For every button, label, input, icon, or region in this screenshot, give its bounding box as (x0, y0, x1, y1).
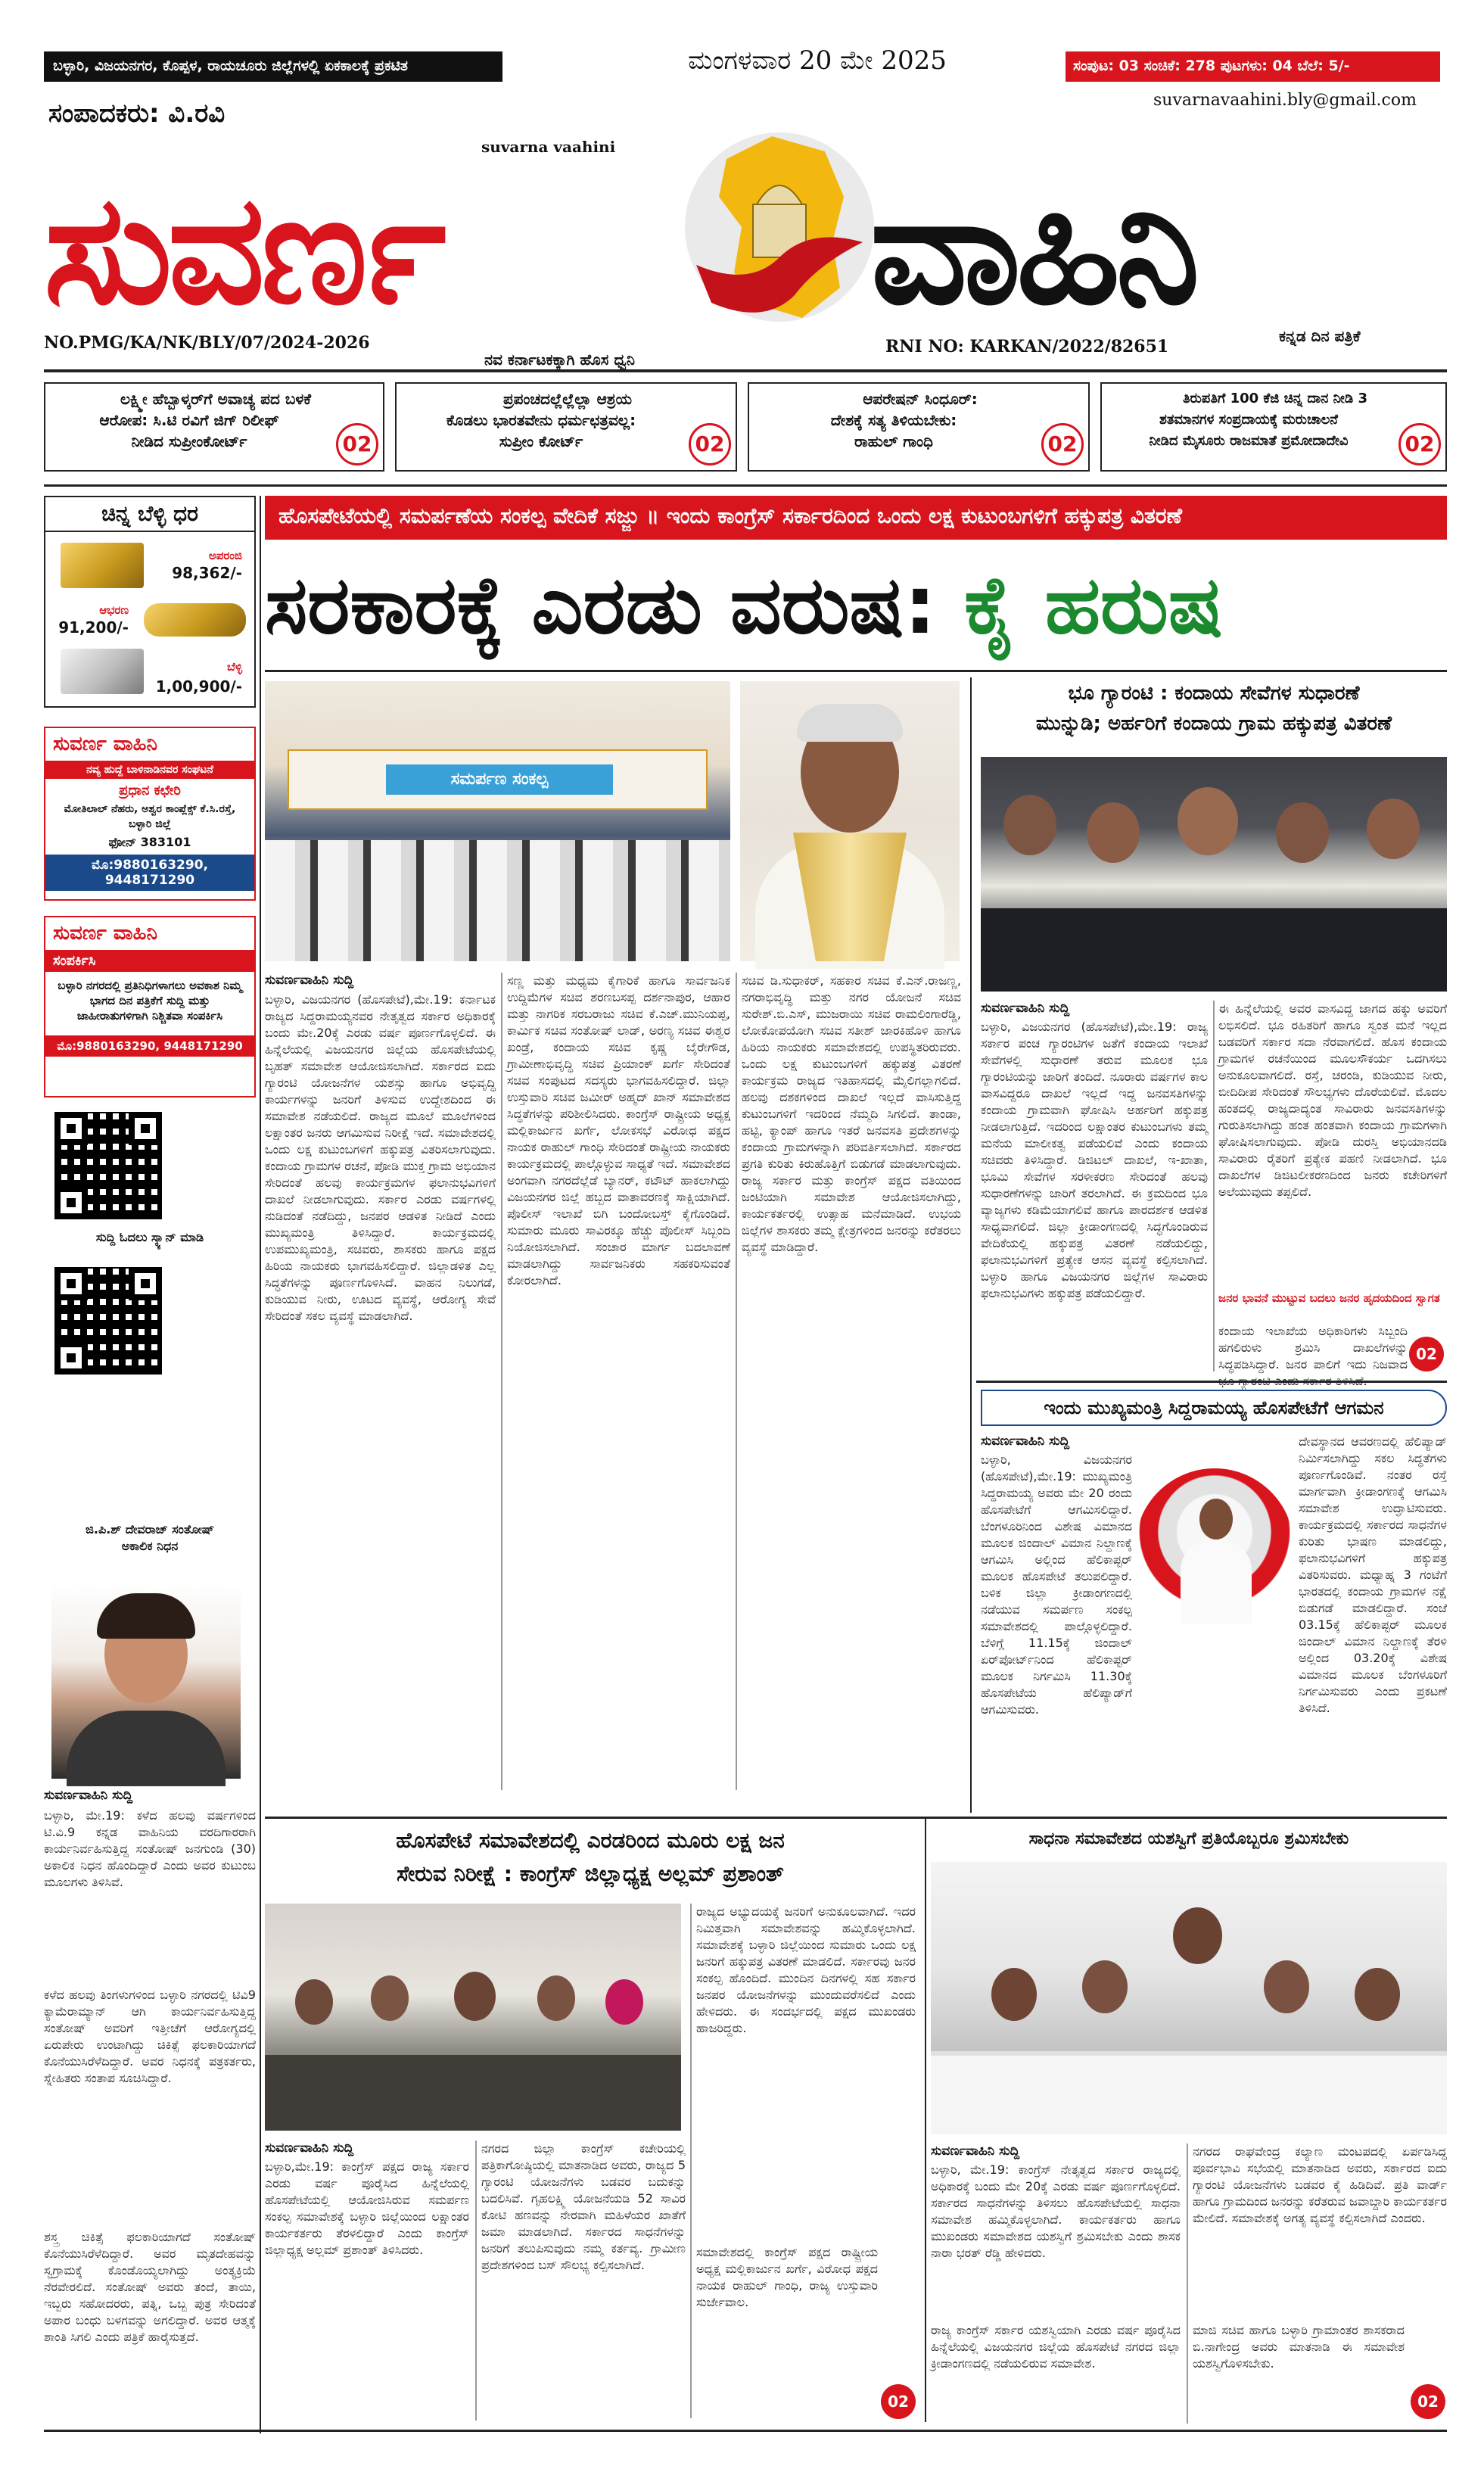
lead-kicker-strip: ಹೊಸಪೇಟೆಯಲ್ಲಿ ಸಮರ್ಪಣೆಯ ಸಂಕಲ್ಪ ವೇದಿಕೆ ಸಜ್ಜು ॥ ಇಂದು ಕಾಂಗ್ರೆಸ್ ಸರ್ಕಾರದಿಂದ ಒಂದು ಲಕ್ಷ ಕುಟುಂಬಗಳಿಗೆ ಹಕ್ಕುಪತ್ರ ವಿತರಣೆ (265, 496, 1447, 540)
teaser-box[interactable] (395, 382, 737, 472)
ad-office-title: ಪ್ರಧಾನ ಕಛೇರಿ (119, 783, 181, 799)
edition-strip: ಬಳ್ಳಾರಿ, ವಿಜಯನಗರ, ಕೊಪ್ಪಳ, ರಾಯಚೂರು ಜಿಲ್ಲೆಗಳಲ್ಲಿ ಏಕಕಾಲಕ್ಕೆ ಪ್ರಕಟಿತ (44, 51, 502, 82)
teaser-line: ತಿರುಪತಿಗೆ 100 ಕೆಜಿ ಚಿನ್ನ ದಾನ ನೀಡಿ 3 (1183, 391, 1367, 406)
gold-bar-icon (61, 543, 144, 588)
sadhana-tail: ರಾಜ್ಯ ಕಾಂಗ್ರೆಸ್ ಸರ್ಕಾರ ಯಶಸ್ವಿಯಾಗಿ ಎರಡು ವರ್ಷ ಪೂರೈಸಿದ ಹಿನ್ನೆಲೆಯಲ್ಲಿ ವಿಜಯನಗರ ಜಿಲ್ಲೆಯ ಹೊಸಪೇಟೆ ನಗರದ ಜಿಲ್ಲಾ ಕ್ರೀಡಾಂಗಣದಲ್ಲಿ ನಡೆಯಲಿರುವ ಸಮಾವೇಶ. (931, 2323, 1181, 2371)
cm-column-2: ದೇವಸ್ಥಾನದ ಆವರಣದಲ್ಲಿ ಹೆಲಿಪ್ಯಾಡ್ ನಿರ್ಮಿಸಲಾಗಿದ್ದು ಸಕಲ ಸಿದ್ಧತೆಗಳು ಪೂರ್ಣಗೊಂಡಿವೆ. ನಂತರ ರಸ್ತೆ ಮಾರ್ಗವಾಗಿ ಕ್ರೀಡಾಂಗಣಕ್ಕೆ ಆಗಮಿಸಿ ಸಮಾವೇಶ ಉದ್ಘಾಟಿಸುವರು. ಕಾರ್ಯಕ್ರಮದಲ್ಲಿ ಸರ್ಕಾರದ ಸಾಧನೆಗಳ ಕುರಿತು ಭಾಷಣ ಮಾಡಲಿದ್ದು, ಫಲಾನುಭವಿಗಳಿಗೆ ಹಕ್ಕುಪತ್ರ ವಿತರಿಸುವರು. ಮಧ್ಯಾಹ್ನ 3 ಗಂಟೆಗೆ ಭಾರತದಲ್ಲಿ ಕಂದಾಯ ಗ್ರಾಮಗಳ ನಕ್ಷೆ ಬಿಡುಗಡೆ ಮಾಡಲಿದ್ದಾರೆ. ಸಂಜೆ 03.15ಕ್ಕೆ ಹೆಲಿಕಾಪ್ಟರ್ ಮೂಲಕ ಜಿಂದಾಲ್ ವಿಮಾನ ನಿಲ್ದಾಣಕ್ಕೆ ತೆರಳಿ ಅಲ್ಲಿಂದ 03.20ಕ್ಕೆ ವಿಶೇಷ ವಿಮಾನದ ಮೂಲಕ ಬೆಂಗಳೂರಿಗೆ ನಿರ್ಗಮಿಸುವರು ಎಂದು ಪ್ರಕಟಣೆ ತಿಳಿಸಿದೆ. (1299, 1434, 1447, 1715)
samavesha-byline: ಸುವರ್ಣವಾಹಿನಿ ಸುದ್ದಿ (265, 2140, 354, 2156)
obituary-photo (51, 1582, 241, 1779)
editor-name: ಸಂಪಾದಕರು: ವಿ.ರವಿ (48, 98, 226, 129)
cm-byline: ಸುವರ್ಣವಾಹಿನಿ ಸುದ್ದಿ (981, 1434, 1070, 1449)
obit-text: ಕಳೆದ ಹಲವು ತಿಂಗಳುಗಳಿಂದ ಬಳ್ಳಾರಿ ನಗರದಲ್ಲಿ ಟಿವಿ9 ಕ್ಯಾಮೆರಾಮ್ಯಾನ್ ಆಗಿ ಕಾರ್ಯನಿರ್ವಹಿಸುತ್ತಿದ್ದ ಸಂತೋಷ್ ಅವರಿಗೆ ಇತ್ತೀಚೆಗೆ ಆರೋಗ್ಯದಲ್ಲಿ ಏರುಪೇರು ಉಂಟಾಗಿದ್ದು ಚಿಕಿತ್ಸೆ ಫಲಕಾರಿಯಾಗದೆ ಕೊನೆಯುಸಿರೆಳೆದಿದ್ದಾರೆ. ಅವರ ನಿಧನಕ್ಕೆ ಪತ್ರಕರ್ತರು, ಸ್ನೇಹಿತರು ಸಂತಾಪ ಸೂಚಿಸಿದ್ದಾರೆ. (44, 1988, 256, 2085)
cm-arrival-headline: ಇಂದು ಮುಖ್ಯಮಂತ್ರಿ ಸಿದ್ದರಾಮಯ್ಯ ಹೊಸಪೇಟೆಗೆ ಆಗಮನ (981, 1390, 1447, 1426)
sadhana-headline: ಸಾಧನಾ ಸಮಾವೇಶದ ಯಶಸ್ವಿಗೆ ಪ್ರತಿಯೊಬ್ಬರೂ ಶ್ರಮಿಸಬೇಕು (1028, 1829, 1349, 1848)
masthead-title-right: ವಾಹಿನಿ (870, 160, 1196, 338)
samavesha-column-3: ರಾಜ್ಯದ ಅಭ್ಯುದಯಕ್ಕೆ ಜನರಿಗೆ ಅನುಕೂಲವಾಗಿದೆ. ಇದರ ನಿಮಿತ್ತವಾಗಿ ಸಮಾವೇಶವನ್ನು ಹಮ್ಮಿಕೊಳ್ಳಲಾಗಿದೆ. ಸಮಾವೇಶಕ್ಕೆ ಬಳ್ಳಾರಿ ಜಿಲ್ಲೆಯಿಂದ ಸುಮಾರು ಒಂದು ಲಕ್ಷ ಜನರಿಗೆ ಹಕ್ಕುಪತ್ರ ವಿತರಣೆ ಮಾಡಲಿದೆ. ಸರ್ಕಾರವು ಜನರ ಸಂಕಲ್ಪ ಹೊಂದಿದೆ. ಮುಂದಿನ ದಿನಗಳಲ್ಲಿ ಸಹ ಸರ್ಕಾರ ಜನಪರ ಯೋಜನೆಗಳನ್ನು ಮುಂದುವರೆಸಲಿದೆ ಎಂದು ಹೇಳಿದರು. ಈ ಸಂದರ್ಭದಲ್ಲಿ ಪಕ್ಷದ ಮುಖಂಡರು ಹಾಜರಿದ್ದರು. (696, 1904, 916, 2035)
lead-column-1: ಬಳ್ಳಾರಿ, ವಿಜಯನಗರ (ಹೊಸಪೇಟೆ),ಮೇ.19: ಕರ್ನಾಟಕ ರಾಜ್ಯದ ಸಿದ್ದರಾಮಯ್ಯನವರ ನೇತೃತ್ವದ ಸರ್ಕಾರ ಅಧಿಕಾರಕ್ಕೆ ಬಂದು ಮೇ.20ಕ್ಕೆ ಎರಡು ವರ್ಷ ಪೂರ್ಣಗೊಳ್ಳಲಿದೆ. ಈ ಹಿನ್ನೆಲೆಯಲ್ಲಿ ವಿಜಯನಗರ ಜಿಲ್ಲೆಯ ಹೊಸಪೇಟೆಯಲ್ಲಿ ಬೃಹತ್ ಸಮಾವೇಶ ಆಯೋಜಿಸಲಾಗಿದೆ. ಸರ್ಕಾರದ ಐದು ಗ್ಯಾರಂಟಿ ಯೋಜನೆಗಳ ಯಶಸ್ಸು ಹಾಗೂ ಅಭಿವೃದ್ಧಿ ಕಾರ್ಯಗಳನ್ನು ಜನರಿಗೆ ತಿಳಿಸುವ ಉದ್ದೇಶದಿಂದ ಈ ಸಮಾವೇಶ ನಡೆಯಲಿದೆ. ರಾಜ್ಯದ ಮೂಲೆ ಮೂಲೆಗಳಿಂದ ಲಕ್ಷಾಂತರ ಜನರು ಆಗಮಿಸುವ ನಿರೀಕ್ಷೆ ಇದೆ. ಸಮಾವೇಶದಲ್ಲಿ ಒಂದು ಲಕ್ಷ ಕುಟುಂಬಗಳಿಗೆ ಹಕ್ಕುಪತ್ರ ವಿತರಿಸಲಾಗುವುದು. ಕಂದಾಯ ಗ್ರಾಮಗಳ ರಚನೆ, ಪೋಡಿ ಮುಕ್ತ ಗ್ರಾಮ ಅಭಿಯಾನ ಸೇರಿದಂತೆ ಹಲವು ಕಾರ್ಯಕ್ರಮಗಳ ಫಲಾನುಭವಿಗಳಿಗೆ ದಾಖಲೆ ನೀಡಲಾಗುವುದು. ಸರ್ಕಾರ ಎರಡು ವರ್ಷಗಳಲ್ಲಿ ನುಡಿದಂತೆ ನಡೆದಿದ್ದು, ಜನಪರ ಆಡಳಿತ ನೀಡಿದೆ ಎಂದು ಮುಖ್ಯಮಂತ್ರಿ ತಿಳಿಸಿದ್ದಾರೆ. ಕಾರ್ಯಕ್ರಮದಲ್ಲಿ ಉಪಮುಖ್ಯಮಂತ್ರಿ, ಸಚಿವರು, ಶಾಸಕರು ಹಾಗೂ ಪಕ್ಷದ ಹಿರಿಯ ನಾಯಕರು ಭಾಗವಹಿಸಲಿದ್ದಾರೆ. ಜಿಲ್ಲಾಡಳಿತ ಎಲ್ಲ ಸಿದ್ಧತೆಗಳನ್ನು ಪೂರ್ಣಗೊಳಿಸಿದೆ. ವಾಹನ ನಿಲುಗಡೆ, ಕುಡಿಯುವ ನೀರು, ಊಟದ ವ್ಯವಸ್ಥೆ, ಆರೋಗ್ಯ ಸೇವೆ ಸೇರಿದಂತೆ ಸಕಲ ವ್ಯವಸ್ಥೆ ಮಾಡಲಾಗಿದೆ. (265, 992, 496, 1323)
sadhana-column-1: ಬಳ್ಳಾರಿ, ಮೇ.19: ಕಾಂಗ್ರೆಸ್ ನೇತೃತ್ವದ ಸರ್ಕಾರ ರಾಜ್ಯದಲ್ಲಿ ಅಧಿಕಾರಕ್ಕೆ ಬಂದು ಮೇ 20ಕ್ಕೆ ಎರಡು ವರ್ಷ ಪೂರ್ಣಗೊಳ್ಳಲಿದೆ. ಸರ್ಕಾರದ ಸಾಧನೆಗಳನ್ನು ತಿಳಿಸಲು ಹೊಸಪೇಟೆಯಲ್ಲಿ ಸಾಧನಾ ಸಮಾವೇಶ ಹಮ್ಮಿಕೊಳ್ಳಲಾಗಿದೆ. ಕಾರ್ಯಕರ್ತರು ಹಾಗೂ ಮುಖಂಡರು ಸಮಾವೇಶದ ಯಶಸ್ವಿಗೆ ಶ್ರಮಿಸಬೇಕು ಎಂದು ಶಾಸಕ ನಾರಾ ಭರತ್ ರೆಡ್ಡಿ ಹೇಳಿದರು. (931, 2162, 1181, 2260)
teaser-line: ಆರೋಪ: ಸಿ.ಟಿ ರವಿಗೆ ಜಿಗ್ ರಿಲೀಫ್ (99, 411, 279, 429)
obit-text: ಬಳ್ಳಾರಿ, ಮೇ.19: ಕಳೆದ ಹಲವು ವರ್ಷಗಳಿಂದ ಟಿ.ವಿ.9 ಕನ್ನಡ ವಾಹಿನಿಯ ವರದಿಗಾರರಾಗಿ ಕಾರ್ಯನಿರ್ವಹಿಸುತ್ತಿದ್ದ ಸಂತೋಷ್ ಜನಗುಂಡಿ (30) ಅಕಾಲಿಕ ನಿಧನ ಹೊಂದಿದ್ದಾರೆ ಎಂದು ಅವರ ಕುಟುಂಬ ಮೂಲಗಳು ತಿಳಿಸಿವೆ. (44, 1808, 256, 1889)
teaser-line: ಶತಮಾನಗಳ ಸಂಪ್ರದಾಯಕ್ಕೆ ಮರುಚಾಲನೆ (1159, 412, 1338, 428)
cm-portrait-photo (740, 681, 960, 961)
ad-brand: ಸುವರ್ಣ ವಾಹಿನಿ (45, 728, 254, 761)
lead-byline: ಸುವರ್ಣವಾಹಿನಿ ಸುದ್ದಿ (265, 973, 354, 988)
postal-reg-number: NO.PMG/KA/NK/BLY/07/2024-2026 (44, 333, 370, 353)
obit-byline: ಸುವರ್ಣವಾಹಿನಿ ಸುದ್ದಿ (44, 1788, 133, 1803)
ad-brand: ಸುವರ್ಣ ವಾಹಿನಿ (45, 917, 254, 950)
page-number-badge: 02 (1041, 423, 1084, 465)
price-box-title: ಚಿನ್ನ ಬೆಳ್ಳಿ ಧರ (45, 497, 254, 532)
karnataka-map-emblem-icon (681, 114, 878, 341)
continued-badge: 02 (1409, 1337, 1444, 1371)
press-meet-photo (981, 757, 1447, 992)
gold22-value: 91,200/- (58, 618, 129, 637)
ad-phone[interactable]: ಮೊ:9880163290, 9448171290 (45, 855, 254, 891)
samavesha-headline-line: ಹೊಸಪೇಟೆ ಸಮಾವೇಶದಲ್ಲಿ ಎರಡರಿಂದ ಮೂರು ಲಕ್ಷ ಜನ (396, 1828, 785, 1853)
teaser-line: ಲಕ್ಷ್ಮೀ ಹೆಬ್ಬಾಳ್ಕರ್‌ಗೆ ಅವಾಚ್ಯ ಪದ ಬಳಕೆ (120, 390, 312, 408)
bhoo-headline (981, 678, 1447, 739)
ad-phone[interactable]: ಮೊ:9880163290, 9448171290 (45, 1035, 254, 1057)
continued-badge: 02 (881, 2384, 916, 2419)
lead-column-2: ಸಣ್ಣ ಮತ್ತು ಮಧ್ಯಮ ಕೈಗಾರಿಕೆ ಹಾಗೂ ಸಾರ್ವಜನಿಕ ಉದ್ದಿಮೆಗಳ ಸಚಿವ ಶರಣಬಸಪ್ಪ ದರ್ಶನಾಪುರ, ಆಹಾರ ಮತ್ತು ನಾಗರಿಕ ಸರಬರಾಜು ಸಚಿವ ಕೆ.ಎಚ್.ಮುನಿಯಪ್ಪ, ಕಾರ್ಮಿಕ ಸಚಿವ ಸಂತೋಷ್ ಲಾಡ್, ಅರಣ್ಯ ಸಚಿವ ಈಶ್ವರ ಖಂಡ್ರೆ, ಕಂದಾಯ ಸಚಿವ ಕೃಷ್ಣ ಬೈರೇಗೌಡ, ಗ್ರಾಮೀಣಾಭಿವೃದ್ಧಿ ಸಚಿವ ಪ್ರಿಯಾಂಕ್ ಖರ್ಗೆ ಸೇರಿದಂತೆ ಸಚಿವ ಸಂಪುಟದ ಸದಸ್ಯರು ಭಾಗವಹಿಸಲಿದ್ದಾರೆ. ಜಿಲ್ಲಾ ಉಸ್ತುವಾರಿ ಸಚಿವ ಜಮೀರ್ ಅಹ್ಮದ್ ಖಾನ್ ಸಮಾವೇಶದ ಸಿದ್ಧತೆಗಳನ್ನು ಪರಿಶೀಲಿಸಿದರು. ಕಾಂಗ್ರೆಸ್ ರಾಷ್ಟ್ರೀಯ ಅಧ್ಯಕ್ಷ ಮಲ್ಲಿಕಾರ್ಜುನ ಖರ್ಗೆ, ಲೋಕಸಭೆ ವಿರೋಧ ಪಕ್ಷದ ನಾಯಕ ರಾಹುಲ್ ಗಾಂಧಿ ಸೇರಿದಂತೆ ರಾಷ್ಟ್ರೀಯ ನಾಯಕರು ಕಾರ್ಯಕ್ರಮದಲ್ಲಿ ಪಾಲ್ಗೊಳ್ಳುವ ಸಾಧ್ಯತೆ ಇದೆ. ಸಮಾವೇಶದ ಅಂಗವಾಗಿ ನಗರದೆಲ್ಲೆಡೆ ಬ್ಯಾನರ್, ಕಟೌಟ್ ಹಾಕಲಾಗಿದ್ದು ವಿಜಯನಗರ ಜಿಲ್ಲೆ ಹಬ್ಬದ ವಾತಾವರಣಕ್ಕೆ ಸಾಕ್ಷಿಯಾಗಿದೆ. ಪೊಲೀಸ್ ಇಲಾಖೆ ಬಿಗಿ ಬಂದೋಬಸ್ತ್ ಕೈಗೊಂಡಿದೆ. ಸುಮಾರು ಮೂರು ಸಾವಿರಕ್ಕೂ ಹೆಚ್ಚು ಪೊಲೀಸ್ ಸಿಬ್ಬಂದಿ ನಿಯೋಜಿಸಲಾಗಿದೆ. ಸಂಚಾರ ಮಾರ್ಗ ಬದಲಾವಣೆ ಮಾಡಲಾಗಿದ್ದು ಸಾರ್ವಜನಿಕರು ಸಹಕರಿಸುವಂತೆ ಕೋರಲಾಗಿದೆ. (507, 973, 730, 1287)
gold-jewellery-icon (144, 603, 246, 637)
samavesha-headline-line: ಸೇರುವ ನಿರೀಕ್ಷೆ : ಕಾಂಗ್ರೆಸ್ ಜಿಲ್ಲಾಧ್ಯಕ್ಷ ಅಲ್ಲಮ್ ಪ್ರಶಾಂತ್ (397, 1861, 784, 1886)
bhoo-byline: ಸುವರ್ಣವಾಹಿನಿ ಸುದ್ದಿ (981, 1001, 1070, 1016)
qr-code-icon[interactable] (51, 1264, 165, 1378)
stage-photo (265, 681, 730, 961)
gold24-label: ಅಪರಂಜಿ (208, 549, 242, 562)
issue-info-strip: ಸಂಪುಟ: 03 ಸಂಚಿಕೆ: 278 ಪುಟಗಳು: 04 ಬೆಲೆ: 5/- (1066, 51, 1440, 82)
masthead-title-left: ಸುವರ್ಣ (44, 160, 442, 338)
sadhana-column-2: ನಗರದ ರಾಘವೇಂದ್ರ ಕಲ್ಯಾಣ ಮಂಟಪದಲ್ಲಿ ಏರ್ಪಡಿಸಿದ್ದ ಪೂರ್ವಭಾವಿ ಸಭೆಯಲ್ಲಿ ಮಾತನಾಡಿದ ಅವರು, ಸರ್ಕಾರದ ಐದು ಗ್ಯಾರಂಟಿ ಯೋಜನೆಗಳು ಬಡವರ ಕೈ ಹಿಡಿದಿವೆ. ಪ್ರತಿ ವಾರ್ಡ್ ಹಾಗೂ ಗ್ರಾಮದಿಂದ ಜನರನ್ನು ಕರೆತರುವ ಜವಾಬ್ದಾರಿ ಕಾರ್ಯಕರ್ತರ ಮೇಲಿದೆ. ಸಮಾವೇಶಕ್ಕೆ ಅಗತ್ಯ ವ್ಯವಸ್ಥೆ ಕಲ್ಪಿಸಲಾಗಿದೆ ಎಂದರು. (1193, 2144, 1447, 2225)
page-number-badge: 02 (336, 423, 378, 465)
bhoo-headline-line: ಮುನ್ನುಡಿ; ಅರ್ಹರಿಗೆ ಕಂದಾಯ ಗ್ರಾಮ ಹಕ್ಕುಪತ್ರ ವಿತರಣೆ (1035, 712, 1392, 735)
teaser-line: ಪ್ರಪಂಚದಲ್ಲೆಲ್ಲೆಲ್ಲಾ ಆಶ್ರಯ (502, 390, 633, 408)
teaser-line: ರಾಹುಲ್ ಗಾಂಧಿ (854, 432, 933, 450)
page-number-badge: 02 (1398, 423, 1441, 465)
teaser-line: ದೇಶಕ್ಕೆ ಸತ್ಯ ತಿಳಿಯಬೇಕು: (830, 411, 957, 429)
silver-bar-icon (61, 649, 144, 694)
gold-silver-price-box (44, 496, 256, 708)
ad-address: ಮೋತಿಲಾಲ್ ನೆಹರು, ಅಶ್ವರ ಕಾಂಪ್ಲೆಕ್ಸ್ ಕೆ.ಸಿ.ರಸ್ತೆ, ಬಳ್ಳಾರಿ ಜಿಲ್ಲೆ (64, 803, 236, 830)
teaser-line: ನೀಡಿದ ಮೈಸೂರು ರಾಜಮಾತೆ ಪ್ರಮೋದಾದೇವಿ (1149, 433, 1349, 449)
samavesha-column-2: ನಗರದ ಜಿಲ್ಲಾ ಕಾಂಗ್ರೆಸ್ ಕಚೇರಿಯಲ್ಲಿ ಪತ್ರಿಕಾಗೋಷ್ಠಿಯಲ್ಲಿ ಮಾತನಾಡಿದ ಅವರು, ರಾಜ್ಯದ 5 ಗ್ಯಾರಂಟಿ ಯೋಜನೆಗಳು ಬಡವರ ಬದುಕನ್ನು ಬದಲಿಸಿವೆ. ಗೃಹಲಕ್ಷ್ಮಿ ಯೋಜನೆಯಡಿ 52 ಸಾವಿರ ಕೋಟಿ ಹಣವನ್ನು ನೇರವಾಗಿ ಮಹಿಳೆಯರ ಖಾತೆಗೆ ಜಮಾ ಮಾಡಲಾಗಿದೆ. ಸರ್ಕಾರದ ಸಾಧನೆಗಳನ್ನು ಜನರಿಗೆ ತಲುಪಿಸುವುದು ನಮ್ಮ ಕರ್ತವ್ಯ. ಗ್ರಾಮೀಣ ಪ್ರದೇಶಗಳಿಂದ ಬಸ್ ಸೌಲಭ್ಯ ಕಲ್ಪಿಸಲಾಗಿದೆ. (481, 2141, 686, 2272)
cm-waving-photo (1135, 1468, 1294, 1627)
sadhana-byline: ಸುವರ್ಣವಾಹಿನಿ ಸುದ್ದಿ (931, 2144, 1020, 2159)
recruitment-ad-box (44, 916, 256, 1097)
profile-caption: ಜಿ.ಪಿ.ಶ್ ದೇವರಾಜ್ ಸಂತೋಷ್ ಅಕಾಲಿಕ ನಿಧನ (86, 1522, 214, 1553)
teaser-line: ಆಪರೇಷನ್ ಸಿಂಧೂರ್: (863, 390, 978, 408)
issue-date: ಮಂಗಳವಾರ 20 ಮೇ 2025 (688, 45, 947, 76)
lead-headline-black: ಸರಕಾರಕ್ಕೆ ಎರಡು ವರುಷ: (265, 559, 937, 652)
continued-badge: 02 (1411, 2384, 1445, 2419)
bhoo-column-2-tail: ಕಂದಾಯ ಇಲಾಖೆಯ ಅಧಿಕಾರಿಗಳು ಸಿಬ್ಬಂದಿ ಹಗಲಿರುಳು ಶ್ರಮಿಸಿ ದಾಖಲೆಗಳನ್ನು ಸಿದ್ಧಪಡಿಸಿದ್ದಾರೆ. ಜನರ ಪಾಲಿಗೆ ಇದು ನಿಜವಾದ (1218, 1324, 1408, 1371)
silver-value: 1,00,900/- (155, 677, 242, 696)
brand-small-text: suvarna vaahini (481, 138, 616, 156)
samavesha-column-3-tail: ಸಮಾವೇಶದಲ್ಲಿ ಕಾಂಗ್ರೆಸ್ ಪಕ್ಷದ ರಾಷ್ಟ್ರೀಯ ಅಧ್ಯಕ್ಷ ಮಲ್ಲಿಕಾರ್ಜುನ ಖರ್ಗೆ, ವಿರೋಧ ಪಕ್ಷದ ನಾಯಕ ರಾಹುಲ್ ಗಾಂಧಿ, ರಾಜ್ಯ ಉಸ್ತುವಾರಿ ಸುರ್ಜೇವಾಲ. (696, 2245, 878, 2309)
office-ad-box (44, 727, 256, 901)
ad-recruit-text: ಬಳ್ಳಾರಿ ನಗರದಲ್ಲಿ ಪ್ರತಿನಿಧಿಗಳಾಗಲು ಅವಕಾಶ ನಿಮ್ಮ ಭಾಗದ ದಿನ ಪತ್ರಿಕೆಗೆ ಸುದ್ದಿ ಮತ್ತು ಜಾಹೀರಾತುಗಳಿಗಾಗಿ ನಿಶ್ಚಿತವಾ ಸಂಪರ್ಕಿಸಿ (58, 979, 242, 1023)
lead-headline (265, 549, 1447, 662)
contact-email[interactable]: suvarnavaahini.bly@gmail.com (1153, 91, 1417, 110)
gold22-label: ಆಭರಣ (99, 603, 129, 617)
teaser-line: ನೀಡಿದ ಸುಪ್ರೀಂಕೋರ್ಟ್ (131, 432, 247, 450)
samavesha-column-1: ಬಳ್ಳಾರಿ,ಮೇ.19: ಕಾಂಗ್ರೆಸ್ ಪಕ್ಷದ ರಾಜ್ಯ ಸರ್ಕಾರ ಎರಡು ವರ್ಷ ಪೂರೈಸಿದ ಹಿನ್ನೆಲೆಯಲ್ಲಿ ಹೊಸಪೇಟೆಯಲ್ಲಿ ಆಯೋಜಿಸಿರುವ ಸಮರ್ಪಣ ಸಂಕಲ್ಪ ಸಮಾವೇಶಕ್ಕೆ ಬಳ್ಳಾರಿ ಜಿಲ್ಲೆಯಿಂದ ಲಕ್ಷಾಂತರ ಕಾರ್ಯಕರ್ತರು ತೆರಳಲಿದ್ದಾರೆ ಎಂದು ಕಾಂಗ್ರೆಸ್ ಜಿಲ್ಲಾಧ್ಯಕ್ಷ ಅಲ್ಲಮ್ ಪ್ರಶಾಂತ್ ತಿಳಿಸಿದರು. (265, 2159, 469, 2257)
qr-code-icon[interactable] (51, 1109, 165, 1222)
ad-tagline: ನವ್ಯ ಹುದ್ದೆ ಬಾಳಿನಾಡಿನವರ ಸಂಘಟನೆ (45, 761, 254, 779)
lead-column-3: ಸಚಿವ ಡಿ.ಸುಧಾಕರ್, ಸಹಕಾರ ಸಚಿವ ಕೆ.ಎನ್.ರಾಜಣ್ಣ, ನಗರಾಭಿವೃದ್ಧಿ ಮತ್ತು ನಗರ ಯೋಜನೆ ಸಚಿವ ಸುರೇಶ್.ಬಿ.ಎಸ್, ಮುಜರಾಯಿ ಸಚಿವ ರಾಮಲಿಂಗಾರೆಡ್ಡಿ, ಲೋಕೋಪಯೋಗಿ ಸಚಿವ ಸತೀಶ್ ಜಾರಕಿಹೊಳಿ ಹಾಗೂ ಹಿರಿಯ ನಾಯಕರು ಸಮಾವೇಶದಲ್ಲಿ ಉಪಸ್ಥಿತರಿರುವರು. ಒಂದು ಲಕ್ಷ ಕುಟುಂಬಗಳಿಗೆ ಹಕ್ಕುಪತ್ರ ವಿತರಣೆ ಕಾರ್ಯಕ್ರಮ ರಾಜ್ಯದ ಇತಿಹಾಸದಲ್ಲಿ ಮೈಲಿಗಲ್ಲಾಗಲಿದೆ. ಹಲವು ದಶಕಗಳಿಂದ ದಾಖಲೆ ಇಲ್ಲದೆ ವಾಸಿಸುತ್ತಿದ್ದ ಕುಟುಂಬಗಳಿಗೆ ಇದರಿಂದ ನೆಮ್ಮದಿ ಸಿಗಲಿದೆ. ತಾಂಡಾ, ಹಟ್ಟಿ, ಕ್ಯಾಂಪ್ ಹಾಗೂ ಇತರೆ ಜನವಸತಿ ಪ್ರದೇಶಗಳನ್ನು ಕಂದಾಯ ಗ್ರಾಮಗಳನ್ನಾಗಿ ಪರಿವರ್ತಿಸಲಾಗಿದೆ. ಸರ್ಕಾರದ ಪ್ರಗತಿ ಕುರಿತು ಕಿರುಹೊತ್ತಿಗೆ ಬಿಡುಗಡೆ ಮಾಡಲಾಗುವುದು. ರಾಜ್ಯ ಸರ್ಕಾರ ಮತ್ತು ಕಾಂಗ್ರೆಸ್ ಪಕ್ಷದ ವತಿಯಿಂದ ಜಂಟಿಯಾಗಿ ಸಮಾವೇಶ ಆಯೋಜಿಸಲಾಗಿದ್ದು, ಕಾರ್ಯಕರ್ತರಲ್ಲಿ ಉತ್ಸಾಹ ಮನೆಮಾಡಿದೆ. ಉಭಯ ಜಿಲ್ಲೆಗಳ ಶಾಸಕರು ತಮ್ಮ ಕ್ಷೇತ್ರಗಳಿಂದ ಜನರನ್ನು ಕರೆತರಲು ವ್ಯವಸ್ಥೆ ಮಾಡಿದ್ದಾರೆ. (742, 973, 961, 1254)
ad-contact-title: ಸಂಪರ್ಕಿಸಿ (45, 950, 254, 972)
bhoo-subhead: ಜನರ ಭಾವನೆ ಮುಟ್ಟುವ ಬದಲು ಜನರ ಹೃದಯದಿಂದ ಸ್ವಾಗತ (1218, 1291, 1440, 1305)
silver-label: ಬೆಳ್ಳಿ (227, 660, 242, 674)
masthead-tagline: ನವ ಕರ್ನಾಟಕಕ್ಕಾಗಿ ಹೊಸ ಧ್ವನಿ (484, 350, 636, 369)
obit-text: ಶಸ್ತ್ರ ಚಿಕಿತ್ಸೆ ಫಲಕಾರಿಯಾಗದೆ ಸಂತೋಷ್ ಕೊನೆಯುಸಿರೆಳೆದಿದ್ದಾರೆ. ಅವರ ಮೃತದೇಹವನ್ನು ಸ್ವಗ್ರಾಮಕ್ಕೆ ಕೊಂಡೊಯ್ಯಲಾಗಿದ್ದು ಅಂತ್ಯಕ್ರಿಯೆ ನೆರವೇರಲಿದೆ. ಸಂತೋಷ್ ಅವರು ತಂದೆ, ತಾಯಿ, ಇಬ್ಬರು ಸಹೋದರರು, ಪತ್ನಿ, ಒಬ್ಬ ಪುತ್ರ ಸೇರಿದಂತೆ ಅಪಾರ ಬಂಧು ಬಳಗವನ್ನು ಅಗಲಿದ್ದಾರೆ. ಅವರ ಆತ್ಮಕ್ಕೆ ಶಾಂತಿ ಸಿಗಲಿ ಎಂದು ಪತ್ರಿಕೆ ಹಾರೈಸುತ್ತದೆ. (44, 2230, 256, 2344)
page-number-badge: 02 (689, 423, 731, 465)
daily-label: ಕನ್ನಡ ದಿನ ಪತ್ರಿಕೆ (1279, 327, 1361, 345)
teaser-box[interactable] (1100, 382, 1447, 472)
samavesha-headline (265, 1824, 916, 1891)
teaser-box[interactable] (44, 382, 384, 472)
teaser-line: ಸುಪ್ರೀಂ ಕೋರ್ಟ್ (499, 432, 583, 450)
teaser-box[interactable] (748, 382, 1090, 472)
sadhana-meeting-photo (931, 1862, 1447, 2134)
cm-column-1: ಬಳ್ಳಾರಿ, ವಿಜಯನಗರ (ಹೊಸಪೇಟೆ),ಮೇ.19: ಮುಖ್ಯಮಂತ್ರಿ ಸಿದ್ದರಾಮಯ್ಯ ಅವರು ಮೇ 20 ರಂದು ಹೊಸಪೇಟೆಗೆ ಆಗಮಿಸಲಿದ್ದಾರೆ. ಬೆಂಗಳೂರಿನಿಂದ ವಿಶೇಷ ವಿಮಾನದ ಮೂಲಕ ಜಿಂದಾಲ್ ವಿಮಾನ ನಿಲ್ದಾಣಕ್ಕೆ ಆಗಮಿಸಿ ಅಲ್ಲಿಂದ ಹೆಲಿಕಾಪ್ಟರ್ ಮೂಲಕ ಹೊಸಪೇಟೆ ತಲುಪಲಿದ್ದಾರೆ. ಬಳಿಕ ಜಿಲ್ಲಾ ಕ್ರೀಡಾಂಗಣದಲ್ಲಿ ನಡೆಯುವ ಸಮರ್ಪಣ ಸಂಕಲ್ಪ ಸಮಾವೇಶದಲ್ಲಿ ಪಾಲ್ಗೊಳ್ಳಲಿದ್ದಾರೆ. ಬೆಳಿಗ್ಗೆ 11.15ಕ್ಕೆ ಜಿಂದಾಲ್ ಏರ್‌ಪೋರ್ಟ್‌ನಿಂದ ಹೆಲಿಕಾಪ್ಟರ್ ಮೂಲಕ ನಿರ್ಗಮಿಸಿ 11.30ಕ್ಕೆ ಹೊಸಪೇಟೆಯ ಹೆಲಿಪ್ಯಾಡ್‌ಗೆ ಆಗಮಿಸುವರು. (981, 1452, 1132, 1717)
rni-number: RNI NO: KARKAN/2022/82651 (885, 337, 1169, 356)
stage-banner: ಸಮರ್ಪಣ ಸಂಕಲ್ಪ (386, 764, 613, 795)
sadhana-tail-2: ಮಾಜಿ ಸಚಿವ ಹಾಗೂ ಬಳ್ಳಾರಿ ಗ್ರಾಮಾಂತರ ಶಾಸಕರಾದ ಬಿ.ನಾಗೇಂದ್ರ ಅವರು ಮಾತನಾಡಿ ಈ ಸಮಾವೇಶ ಯಶಸ್ವಿಗೊಳಿಸಬೇಕು. (1193, 2323, 1405, 2371)
bhoo-column-1: ಬಳ್ಳಾರಿ, ವಿಜಯನಗರ (ಹೊಸಪೇಟೆ),ಮೇ.19: ರಾಜ್ಯ ಸರ್ಕಾರ ಪಂಚ ಗ್ಯಾರಂಟಿಗಳ ಜತೆಗೆ ಕಂದಾಯ ಇಲಾಖೆ ಸೇವೆಗಳಲ್ಲಿ ಸುಧಾರಣೆ ತರುವ ಮೂಲಕ ಭೂ ಗ್ಯಾರಂಟಿಯನ್ನು ಜಾರಿಗೆ ತಂದಿದೆ. ನೂರಾರು ವರ್ಷಗಳ ಕಾಲ ವಾಸವಿದ್ದರೂ ದಾಖಲೆ ಇಲ್ಲದೆ ಇದ್ದ ಜನವಸತಿಗಳನ್ನು ಕಂದಾಯ ಗ್ರಾಮವಾಗಿ ಘೋಷಿಸಿ ಅರ್ಹರಿಗೆ ಹಕ್ಕುಪತ್ರ ನೀಡಲಾಗುತ್ತಿದೆ. ಇದರಿಂದ ಲಕ್ಷಾಂತರ ಕುಟುಂಬಗಳು ತಮ್ಮ ಮನೆಯ ಮಾಲೀಕತ್ವ ಪಡೆಯಲಿವೆ ಎಂದು ಕಂದಾಯ ಸಚಿವರು ತಿಳಿಸಿದ್ದಾರೆ. ಡಿಜಿಟಲ್ ದಾಖಲೆ, ಇ-ಖಾತಾ, ಭೂಮಿ ಸೇವೆಗಳ ಸರಳೀಕರಣ ಸೇರಿದಂತೆ ಹಲವು ಸುಧಾರಣೆಗಳನ್ನು ಜಾರಿಗೆ ತರಲಾಗಿದೆ. ಈ ಕ್ರಮದಿಂದ ಭೂ ವ್ಯಾಜ್ಯಗಳು ಕಡಿಮೆಯಾಗಲಿವೆ ಹಾಗೂ ಪಾರದರ್ಶಕ ಆಡಳಿತ ಸಾಧ್ಯವಾಗಲಿದೆ. ಜಿಲ್ಲಾ ಕ್ರೀಡಾಂಗಣದಲ್ಲಿ ಸಿದ್ಧಗೊಂಡಿರುವ ವೇದಿಕೆಯಲ್ಲಿ ಹಕ್ಕುಪತ್ರ ವಿತರಣೆ ನಡೆಯಲಿದ್ದು, ಫಲಾನುಭವಿಗಳಿಗೆ ಪ್ರತ್ಯೇಕ ಆಸನ ವ್ಯವಸ್ಥೆ ಕಲ್ಪಿಸಲಾಗಿದೆ. ಬಳ್ಳಾರಿ ಹಾಗೂ ವಿಜಯನಗರ ಜಿಲ್ಲೆಗಳ ಸಾವಿರಾರು ಫಲಾನುಭವಿಗಳು ಹಕ್ಕುಪತ್ರ ಪಡೆಯಲಿದ್ದಾರೆ. (981, 1020, 1208, 1300)
bhoo-column-2: ಈ ಹಿನ್ನೆಲೆಯಲ್ಲಿ ಅವರ ವಾಸವಿದ್ದ ಜಾಗದ ಹಕ್ಕು ಅವರಿಗೆ ಲಭಿಸಲಿದೆ. ಭೂ ರಹಿತರಿಗೆ ಹಾಗೂ ಸ್ವಂತ ಮನೆ ಇಲ್ಲದ ಬಡವರಿಗೆ ಸರ್ಕಾರ ಸದಾ ನೆರವಾಗಲಿದೆ. ಹೊಸ ಕಂದಾಯ ಗ್ರಾಮಗಳ ರಚನೆಯಿಂದ ಮೂಲಸೌಕರ್ಯ ಒದಗಿಸಲು ಅನುಕೂಲವಾಗಲಿದೆ. ರಸ್ತೆ, ಚರಂಡಿ, ಕುಡಿಯುವ ನೀರು, ಬೀದಿದೀಪ ಸೇರಿದಂತೆ ಸೌಲಭ್ಯಗಳು ದೊರೆಯಲಿವೆ. ಮೊದಲ ಹಂತದಲ್ಲಿ ರಾಜ್ಯದಾದ್ಯಂತ ಸಾವಿರಾರು ಜನವಸತಿಗಳನ್ನು ಗುರುತಿಸಲಾಗಿದ್ದು ಹಂತ ಹಂತವಾಗಿ ಕಂದಾಯ ಗ್ರಾಮಗಳಾಗಿ ಘೋಷಿಸಲಾಗುವುದು. ಪೋಡಿ ದುರಸ್ತಿ ಅಭಿಯಾನದಡಿ ಸಾವಿರಾರು ರೈತರಿಗೆ ಪ್ರತ್ಯೇಕ ಪಹಣಿ ನೀಡಲಾಗಿದೆ. ಭೂ ದಾಖಲೆಗಳ ಡಿಜಿಟಲೀಕರಣದಿಂದ ಜನರು ಕಚೇರಿಗಳಿಗೆ ಅಲೆಯುವುದು ತಪ್ಪಲಿದೆ. (1218, 1001, 1447, 1199)
ad-phone-label: ಫೋನ್ 383101 (108, 835, 191, 849)
gold24-value: 98,362/- (172, 564, 242, 582)
qr-caption: ಸುದ್ದಿ ಓದಲು ಸ್ಕ್ಯಾನ್ ಮಾಡಿ (95, 1230, 204, 1244)
press-conference-photo (265, 1904, 681, 2131)
teaser-line: ಕೊಡಲು ಭಾರತವೇನು ಧರ್ಮಛತ್ರವಲ್ಲ: (446, 411, 636, 429)
lead-headline-green: ಕೈ ಹರುಷ (963, 559, 1223, 652)
bhoo-headline-line: ಭೂ ಗ್ಯಾರಂಟಿ : ಕಂದಾಯ ಸೇವೆಗಳ ಸುಧಾರಣೆ (1068, 682, 1360, 705)
